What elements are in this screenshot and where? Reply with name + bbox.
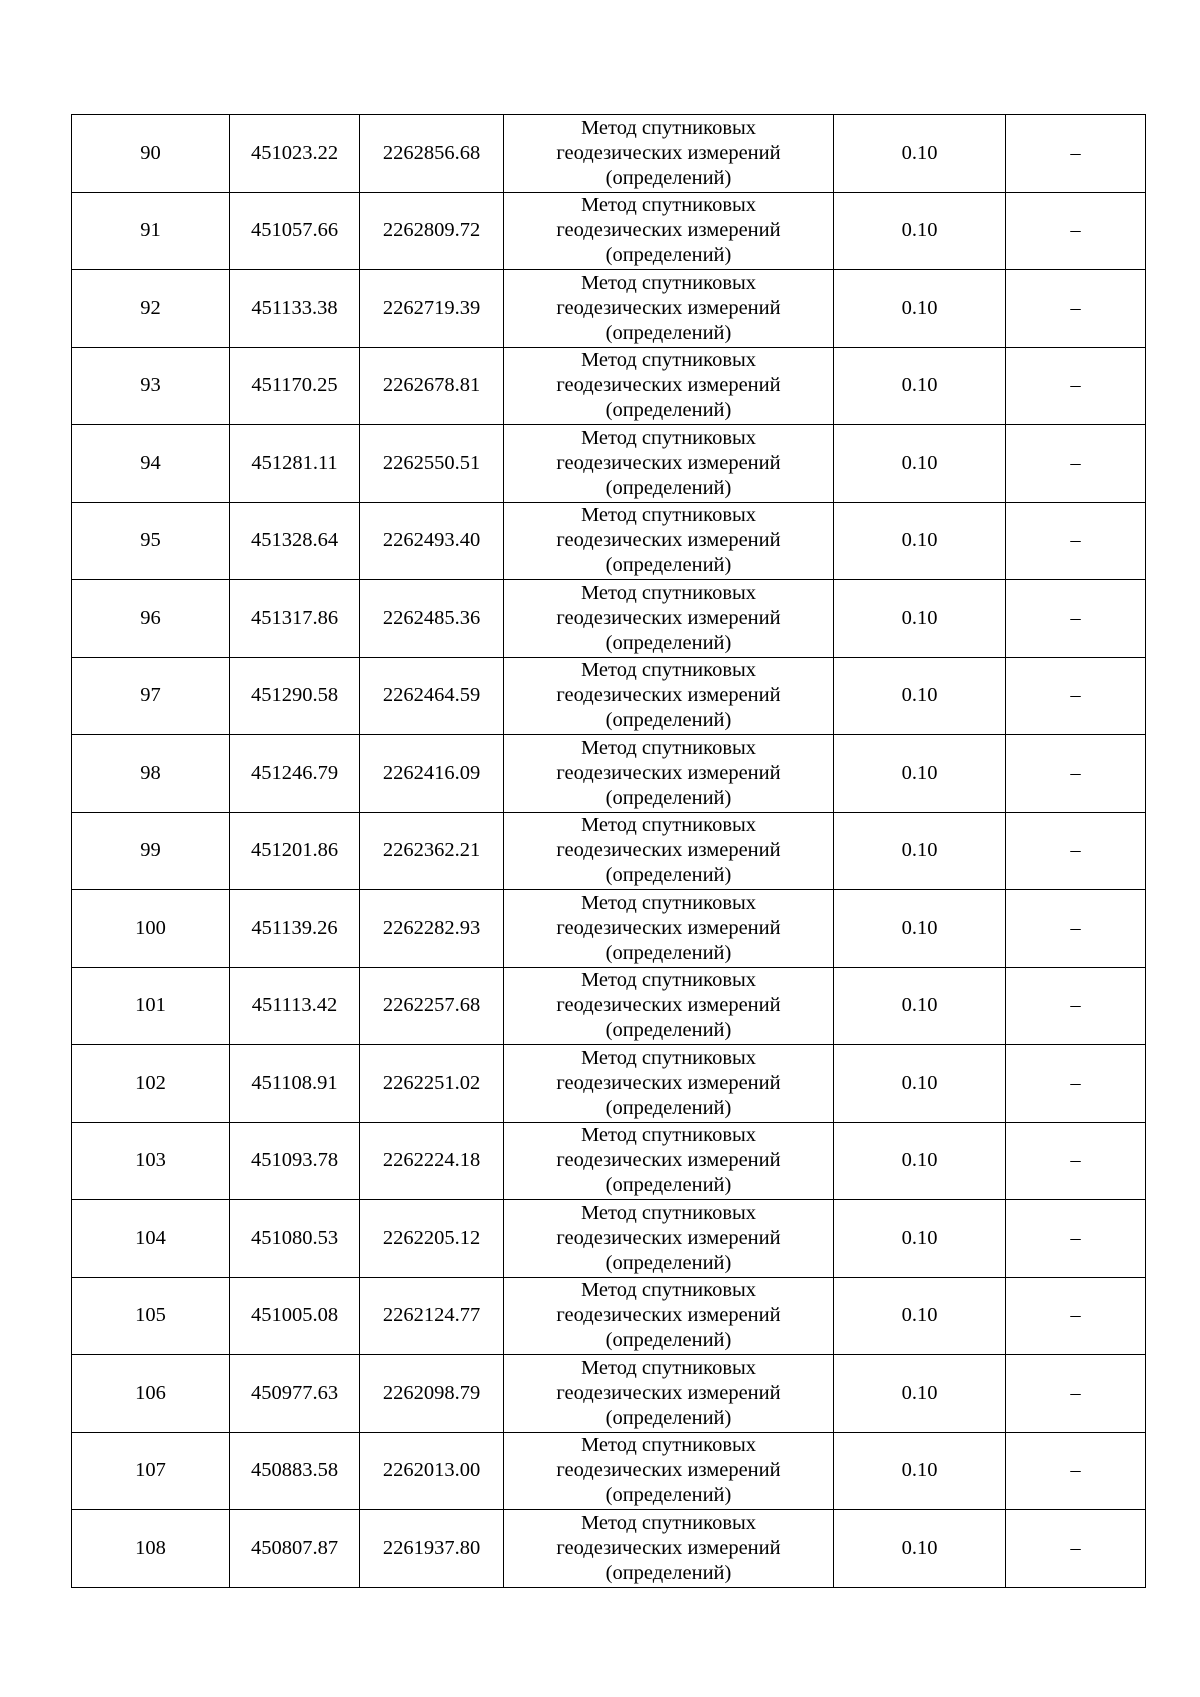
x-coordinate-cell: 451093.78 bbox=[230, 1122, 360, 1200]
method-cell bbox=[504, 967, 834, 1045]
table-row bbox=[72, 1355, 1146, 1433]
method-line: (определений) bbox=[605, 166, 732, 189]
accuracy-cell: 0.10 bbox=[834, 1277, 1006, 1355]
method-line: (определений) bbox=[605, 1019, 732, 1042]
y-coordinate-cell: 2262809.72 bbox=[360, 192, 504, 270]
method-line: геодезических измерений bbox=[556, 994, 781, 1017]
method-line: (определений) bbox=[605, 709, 732, 732]
point-number-cell: 95 bbox=[72, 502, 230, 580]
method-line: (определений) bbox=[605, 476, 732, 499]
method-line: Метод спутниковых bbox=[580, 659, 757, 682]
method-line: геодезических измерений bbox=[556, 839, 781, 862]
method-cell bbox=[504, 1200, 834, 1278]
note-cell: – bbox=[1006, 735, 1146, 813]
x-coordinate-cell: 451133.38 bbox=[230, 270, 360, 348]
note-cell: – bbox=[1006, 1355, 1146, 1433]
accuracy-cell: 0.10 bbox=[834, 192, 1006, 270]
note-cell: – bbox=[1006, 502, 1146, 580]
table-row bbox=[72, 580, 1146, 658]
point-number-cell: 94 bbox=[72, 425, 230, 503]
method-line: геодезических измерений bbox=[556, 296, 781, 319]
method-line: геодезических измерений bbox=[556, 684, 781, 707]
point-number-cell: 99 bbox=[72, 812, 230, 890]
accuracy-cell: 0.10 bbox=[834, 1122, 1006, 1200]
y-coordinate-cell: 2262856.68 bbox=[360, 115, 504, 193]
y-coordinate-cell: 2262282.93 bbox=[360, 890, 504, 968]
method-line: (определений) bbox=[605, 1406, 732, 1429]
note-cell: – bbox=[1006, 657, 1146, 735]
method-line: Метод спутниковых bbox=[580, 1201, 757, 1224]
note-cell: – bbox=[1006, 1432, 1146, 1510]
y-coordinate-cell: 2262550.51 bbox=[360, 425, 504, 503]
x-coordinate-cell: 451113.42 bbox=[230, 967, 360, 1045]
method-cell bbox=[504, 192, 834, 270]
method-line: (определений) bbox=[605, 631, 732, 654]
method-line: Метод спутниковых bbox=[580, 1511, 757, 1534]
y-coordinate-cell: 2262257.68 bbox=[360, 967, 504, 1045]
method-line: Метод спутниковых bbox=[580, 1124, 757, 1147]
x-coordinate-cell: 451080.53 bbox=[230, 1200, 360, 1278]
accuracy-cell: 0.10 bbox=[834, 580, 1006, 658]
method-line: геодезических измерений bbox=[556, 529, 781, 552]
note-cell: – bbox=[1006, 1122, 1146, 1200]
method-cell bbox=[504, 812, 834, 890]
point-number-cell: 100 bbox=[72, 890, 230, 968]
method-line: (определений) bbox=[605, 1251, 732, 1274]
y-coordinate-cell: 2262205.12 bbox=[360, 1200, 504, 1278]
y-coordinate-cell: 2262224.18 bbox=[360, 1122, 504, 1200]
note-cell: – bbox=[1006, 347, 1146, 425]
method-line: (определений) bbox=[605, 321, 732, 344]
y-coordinate-cell: 2262464.59 bbox=[360, 657, 504, 735]
table-row bbox=[72, 890, 1146, 968]
x-coordinate-cell: 451201.86 bbox=[230, 812, 360, 890]
point-number-cell: 107 bbox=[72, 1432, 230, 1510]
note-cell: – bbox=[1006, 812, 1146, 890]
point-number-cell: 93 bbox=[72, 347, 230, 425]
table-row bbox=[72, 270, 1146, 348]
method-cell bbox=[504, 425, 834, 503]
y-coordinate-cell: 2262098.79 bbox=[360, 1355, 504, 1433]
method-line: Метод спутниковых bbox=[580, 1356, 757, 1379]
method-line: Метод спутниковых bbox=[580, 581, 757, 604]
method-cell bbox=[504, 115, 834, 193]
y-coordinate-cell: 2262013.00 bbox=[360, 1432, 504, 1510]
table-row bbox=[72, 1277, 1146, 1355]
accuracy-cell: 0.10 bbox=[834, 270, 1006, 348]
method-line: геодезических измерений bbox=[556, 606, 781, 629]
method-cell bbox=[504, 735, 834, 813]
table-row bbox=[72, 1045, 1146, 1123]
method-line: Метод спутниковых bbox=[580, 814, 757, 837]
note-cell: – bbox=[1006, 1277, 1146, 1355]
table-row bbox=[72, 1122, 1146, 1200]
method-line: геодезических измерений bbox=[556, 761, 781, 784]
y-coordinate-cell: 2262493.40 bbox=[360, 502, 504, 580]
x-coordinate-cell: 451023.22 bbox=[230, 115, 360, 193]
point-number-cell: 90 bbox=[72, 115, 230, 193]
method-line: Метод спутниковых bbox=[580, 271, 757, 294]
x-coordinate-cell: 450883.58 bbox=[230, 1432, 360, 1510]
x-coordinate-cell: 451057.66 bbox=[230, 192, 360, 270]
method-cell bbox=[504, 347, 834, 425]
note-cell: – bbox=[1006, 192, 1146, 270]
y-coordinate-cell: 2262124.77 bbox=[360, 1277, 504, 1355]
method-line: (определений) bbox=[605, 1096, 732, 1119]
method-cell bbox=[504, 1510, 834, 1588]
method-line: Метод спутниковых bbox=[580, 736, 757, 759]
table-row bbox=[72, 812, 1146, 890]
method-cell bbox=[504, 580, 834, 658]
point-number-cell: 108 bbox=[72, 1510, 230, 1588]
table-row bbox=[72, 502, 1146, 580]
note-cell: – bbox=[1006, 1045, 1146, 1123]
accuracy-cell: 0.10 bbox=[834, 1432, 1006, 1510]
point-number-cell: 101 bbox=[72, 967, 230, 1045]
note-cell: – bbox=[1006, 1510, 1146, 1588]
method-line: Метод спутниковых bbox=[580, 1434, 757, 1457]
method-line: Метод спутниковых bbox=[580, 1046, 757, 1069]
accuracy-cell: 0.10 bbox=[834, 1045, 1006, 1123]
accuracy-cell: 0.10 bbox=[834, 502, 1006, 580]
x-coordinate-cell: 451139.26 bbox=[230, 890, 360, 968]
method-cell bbox=[504, 1122, 834, 1200]
method-cell bbox=[504, 1045, 834, 1123]
method-line: геодезических измерений bbox=[556, 374, 781, 397]
point-number-cell: 102 bbox=[72, 1045, 230, 1123]
x-coordinate-cell: 451290.58 bbox=[230, 657, 360, 735]
note-cell: – bbox=[1006, 580, 1146, 658]
coordinates-table-body bbox=[72, 115, 1146, 1588]
method-line: (определений) bbox=[605, 399, 732, 422]
point-number-cell: 92 bbox=[72, 270, 230, 348]
method-line: (определений) bbox=[605, 1561, 732, 1584]
point-number-cell: 104 bbox=[72, 1200, 230, 1278]
method-cell bbox=[504, 1355, 834, 1433]
accuracy-cell: 0.10 bbox=[834, 347, 1006, 425]
table-row bbox=[72, 192, 1146, 270]
point-number-cell: 105 bbox=[72, 1277, 230, 1355]
method-line: Метод спутниковых bbox=[580, 116, 757, 139]
table-row bbox=[72, 347, 1146, 425]
method-line: геодезических измерений bbox=[556, 1381, 781, 1404]
y-coordinate-cell: 2262485.36 bbox=[360, 580, 504, 658]
x-coordinate-cell: 451108.91 bbox=[230, 1045, 360, 1123]
note-cell: – bbox=[1006, 270, 1146, 348]
x-coordinate-cell: 451246.79 bbox=[230, 735, 360, 813]
table-row bbox=[72, 115, 1146, 193]
x-coordinate-cell: 451281.11 bbox=[230, 425, 360, 503]
method-line: геодезических измерений bbox=[556, 1149, 781, 1172]
point-number-cell: 96 bbox=[72, 580, 230, 658]
note-cell: – bbox=[1006, 425, 1146, 503]
y-coordinate-cell: 2262719.39 bbox=[360, 270, 504, 348]
accuracy-cell: 0.10 bbox=[834, 1510, 1006, 1588]
note-cell: – bbox=[1006, 967, 1146, 1045]
method-line: геодезических измерений bbox=[556, 916, 781, 939]
method-line: Метод спутниковых bbox=[580, 349, 757, 372]
x-coordinate-cell: 451317.86 bbox=[230, 580, 360, 658]
point-number-cell: 98 bbox=[72, 735, 230, 813]
method-cell bbox=[504, 1432, 834, 1510]
accuracy-cell: 0.10 bbox=[834, 890, 1006, 968]
method-cell bbox=[504, 1277, 834, 1355]
method-line: Метод спутниковых bbox=[580, 194, 757, 217]
x-coordinate-cell: 450807.87 bbox=[230, 1510, 360, 1588]
y-coordinate-cell: 2262251.02 bbox=[360, 1045, 504, 1123]
coordinates-table bbox=[71, 114, 1146, 1588]
method-line: Метод спутниковых bbox=[580, 891, 757, 914]
method-line: (определений) bbox=[605, 554, 732, 577]
method-cell bbox=[504, 890, 834, 968]
method-line: Метод спутниковых bbox=[580, 426, 757, 449]
note-cell: – bbox=[1006, 1200, 1146, 1278]
accuracy-cell: 0.10 bbox=[834, 425, 1006, 503]
accuracy-cell: 0.10 bbox=[834, 657, 1006, 735]
method-cell bbox=[504, 657, 834, 735]
table-row bbox=[72, 735, 1146, 813]
method-line: геодезических измерений bbox=[556, 219, 781, 242]
y-coordinate-cell: 2262416.09 bbox=[360, 735, 504, 813]
x-coordinate-cell: 451005.08 bbox=[230, 1277, 360, 1355]
method-line: геодезических измерений bbox=[556, 1536, 781, 1559]
accuracy-cell: 0.10 bbox=[834, 812, 1006, 890]
table-row bbox=[72, 657, 1146, 735]
note-cell: – bbox=[1006, 115, 1146, 193]
method-line: геодезических измерений bbox=[556, 1071, 781, 1094]
table-row bbox=[72, 1200, 1146, 1278]
method-cell bbox=[504, 502, 834, 580]
x-coordinate-cell: 451170.25 bbox=[230, 347, 360, 425]
point-number-cell: 91 bbox=[72, 192, 230, 270]
table-row bbox=[72, 1510, 1146, 1588]
method-line: геодезических измерений bbox=[556, 1459, 781, 1482]
accuracy-cell: 0.10 bbox=[834, 1200, 1006, 1278]
method-line: Метод спутниковых bbox=[580, 504, 757, 527]
accuracy-cell: 0.10 bbox=[834, 967, 1006, 1045]
table-row bbox=[72, 967, 1146, 1045]
table-row bbox=[72, 1432, 1146, 1510]
method-line: (определений) bbox=[605, 1174, 732, 1197]
y-coordinate-cell: 2262678.81 bbox=[360, 347, 504, 425]
method-line: (определений) bbox=[605, 1329, 732, 1352]
note-cell: – bbox=[1006, 890, 1146, 968]
point-number-cell: 97 bbox=[72, 657, 230, 735]
method-line: геодезических измерений bbox=[556, 451, 781, 474]
x-coordinate-cell: 451328.64 bbox=[230, 502, 360, 580]
method-line: геодезических измерений bbox=[556, 141, 781, 164]
method-line: геодезических измерений bbox=[556, 1304, 781, 1327]
y-coordinate-cell: 2261937.80 bbox=[360, 1510, 504, 1588]
method-line: (определений) bbox=[605, 786, 732, 809]
point-number-cell: 106 bbox=[72, 1355, 230, 1433]
table-row bbox=[72, 425, 1146, 503]
point-number-cell: 103 bbox=[72, 1122, 230, 1200]
y-coordinate-cell: 2262362.21 bbox=[360, 812, 504, 890]
method-line: (определений) bbox=[605, 244, 732, 267]
method-cell bbox=[504, 270, 834, 348]
method-line: (определений) bbox=[605, 941, 732, 964]
accuracy-cell: 0.10 bbox=[834, 1355, 1006, 1433]
method-line: Метод спутниковых bbox=[580, 1279, 757, 1302]
accuracy-cell: 0.10 bbox=[834, 115, 1006, 193]
method-line: Метод спутниковых bbox=[580, 969, 757, 992]
method-line: (определений) bbox=[605, 1484, 732, 1507]
x-coordinate-cell: 450977.63 bbox=[230, 1355, 360, 1433]
method-line: геодезических измерений bbox=[556, 1226, 781, 1249]
method-line: (определений) bbox=[605, 864, 732, 887]
accuracy-cell: 0.10 bbox=[834, 735, 1006, 813]
